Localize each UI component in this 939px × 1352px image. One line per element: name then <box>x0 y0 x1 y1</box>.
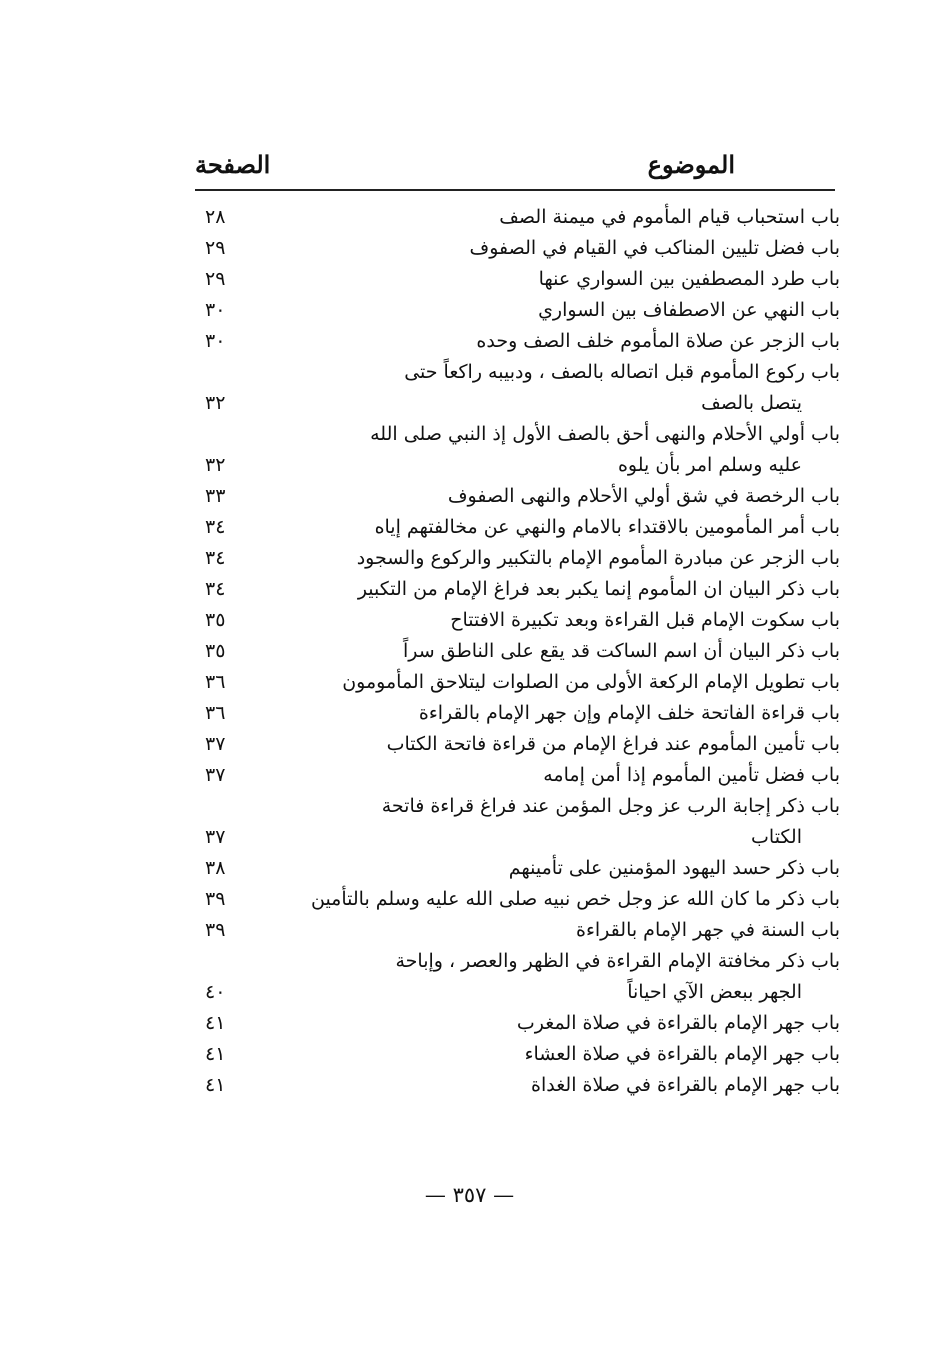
entry-page: ٣٣ <box>205 485 226 507</box>
toc-entry <box>205 884 840 915</box>
entry-page: ٣٤ <box>205 578 226 600</box>
toc-entry <box>205 202 840 233</box>
entry-title: باب طرد المصطفين بين السواري عنها <box>538 268 840 290</box>
toc-entry <box>205 729 840 760</box>
entry-title: باب استحباب قيام المأموم في ميمنة الصف <box>499 206 840 228</box>
entry-title: باب جهر الإمام بالقراءة في صلاة المغرب <box>516 1012 840 1034</box>
header-subject: الموضوع <box>647 150 735 179</box>
entry-page: ٣٠ <box>205 330 226 352</box>
entry-page: ٣٠ <box>205 299 226 321</box>
entry-title: باب فضل تأمين المأموم إذا أمن إمامه <box>543 764 840 786</box>
entry-page: ٤١ <box>205 1074 226 1096</box>
toc-entry <box>205 636 840 667</box>
entry-title: باب أمر المأمومين بالاقتداء بالامام والنهي عن مخالفتهم إياه <box>374 516 840 538</box>
entry-title: باب ذكر مخافتة الإمام القراءة في الظهر والعصر ، وإباحة <box>395 950 840 972</box>
entry-title: باب ذكر حسد اليهود المؤمنين على تأمينهم <box>508 857 840 879</box>
entry-page: ٣٧ <box>205 764 226 786</box>
page-number: — ٣٥٧ — <box>424 1183 515 1207</box>
toc-entry <box>205 667 840 698</box>
entry-page: ٣٦ <box>205 702 226 724</box>
entry-title: باب تأمين المأموم عند فراغ الإمام من قراءة فاتحة الكتاب <box>386 733 840 755</box>
entry-title-continued: عليه وسلم امر بأن يلوه <box>617 454 802 476</box>
toc-entry <box>205 853 840 884</box>
toc-entry <box>205 946 840 1008</box>
entry-page: ٣٧ <box>205 733 226 755</box>
header-page: الصفحة <box>195 150 271 179</box>
entry-page: ٤٠ <box>205 981 226 1003</box>
entry-page: ٣٩ <box>205 888 226 910</box>
entry-title: باب سكوت الإمام قبل القراءة وبعد تكبيرة الافتتاح <box>450 609 840 631</box>
toc-entry <box>205 233 840 264</box>
entry-title: باب الزجر عن مبادرة المأموم الإمام بالتكبير والركوع والسجود <box>356 547 840 569</box>
entry-title-continued: يتصل بالصف <box>701 392 802 414</box>
toc-entry <box>205 1070 840 1101</box>
entry-page: ٣٧ <box>205 826 226 848</box>
toc-list <box>205 202 840 1101</box>
toc-entry <box>205 574 840 605</box>
toc-entry <box>205 295 840 326</box>
toc-entry <box>205 605 840 636</box>
toc-entry <box>205 543 840 574</box>
toc-entry <box>205 698 840 729</box>
entry-title: باب ذكر البيان أن اسم الساكت قد يقع على الناطق سراً <box>403 640 840 662</box>
entry-page: ٤١ <box>205 1043 226 1065</box>
header-rule <box>195 189 835 191</box>
entry-title: باب السنة في جهر الإمام بالقراءة <box>576 919 840 941</box>
entry-title: باب ذكر البيان ان المأموم إنما يكبر بعد فراغ الإمام من التكبير <box>357 578 840 600</box>
entry-title: باب جهر الإمام بالقراءة في صلاة العشاء <box>524 1043 840 1065</box>
entry-title: باب أولي الأحلام والنهى أحق بالصف الأول إذ النبي صلى الله <box>370 423 840 445</box>
toc-entry <box>205 760 840 791</box>
entry-page: ٣٢ <box>205 392 226 414</box>
entry-title: باب ذكر ما كان الله عز وجل خص نبيه صلى الله عليه وسلم بالتأمين <box>310 888 840 910</box>
entry-page: ٣٥ <box>205 609 226 631</box>
entry-title: باب الزجر عن صلاة المأموم خلف الصف وحده <box>476 330 840 352</box>
entry-page: ٢٩ <box>205 268 226 290</box>
entry-title: باب فضل تليين المناكب في القيام في الصفوف <box>469 237 840 259</box>
toc-entry <box>205 1039 840 1070</box>
toc-entry <box>205 791 840 853</box>
entry-page: ٣٤ <box>205 547 226 569</box>
entry-title-continued: الكتاب <box>751 826 802 848</box>
entry-page: ٣٢ <box>205 454 226 476</box>
entry-title: باب ركوع المأموم قبل اتصاله بالصف ، ودبيبه راكعاً حتى <box>404 361 840 383</box>
entry-title: باب ذكر إجابة الرب عز وجل المؤمن عند فراغ قراءة فاتحة <box>381 795 840 817</box>
entry-title-continued: الجهر ببعض الآي احياناً <box>627 981 802 1003</box>
entry-title: باب جهر الإمام بالقراءة في صلاة الغداة <box>531 1074 840 1096</box>
toc-entry <box>205 419 840 481</box>
entry-page: ٤١ <box>205 1012 226 1034</box>
toc-entry <box>205 1008 840 1039</box>
entry-title: باب قراءة الفاتحة خلف الإمام وإن جهر الإمام بالقراءة <box>418 702 840 724</box>
toc-entry <box>205 915 840 946</box>
entry-page: ٣٥ <box>205 640 226 662</box>
entry-page: ٢٨ <box>205 206 226 228</box>
entry-page: ٢٩ <box>205 237 226 259</box>
entry-page: ٣٨ <box>205 857 226 879</box>
entry-title: باب النهي عن الاصطفاف بين السواري <box>538 299 840 321</box>
toc-entry <box>205 512 840 543</box>
entry-title: باب تطويل الإمام الركعة الأولى من الصلوات ليتلاحق المأمومون <box>342 671 840 693</box>
toc-entry <box>205 357 840 419</box>
entry-title: باب الرخصة في شق أولي الأحلام والنهى الصفوف <box>447 485 840 507</box>
toc-entry <box>205 264 840 295</box>
entry-page: ٣٤ <box>205 516 226 538</box>
entry-page: ٣٦ <box>205 671 226 693</box>
toc-entry <box>205 326 840 357</box>
toc-entry <box>205 481 840 512</box>
toc-header <box>195 150 835 184</box>
entry-page: ٣٩ <box>205 919 226 941</box>
